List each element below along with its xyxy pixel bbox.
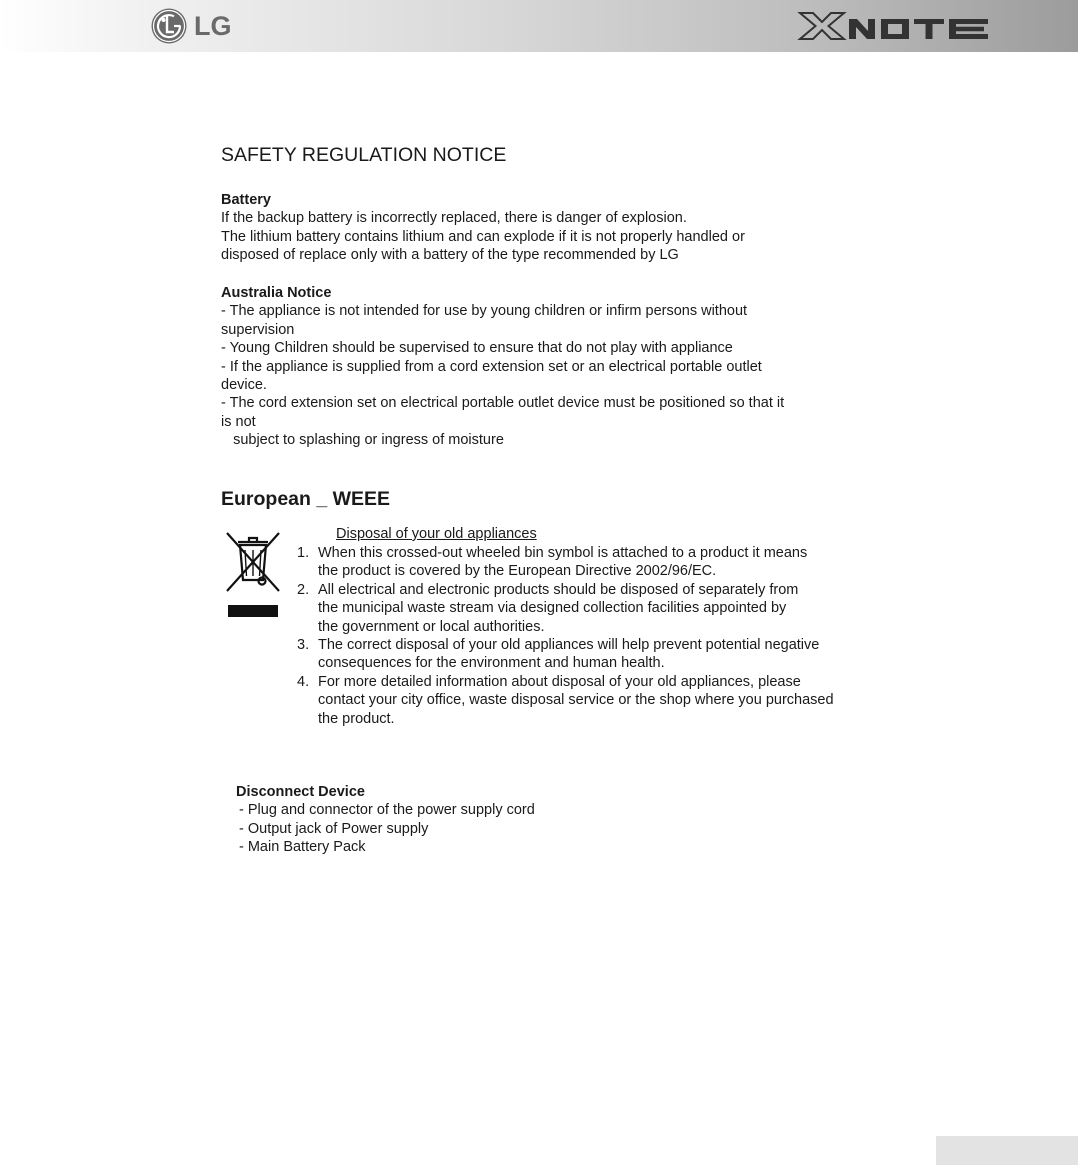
- disposal-heading: Disposal of your old appliances: [336, 526, 537, 542]
- disconnect-item: - Main Battery Pack: [239, 839, 366, 856]
- weee-title: European _ WEEE: [221, 488, 391, 510]
- disconnect-item: - Output jack of Power supply: [239, 820, 429, 837]
- page-header: [0, 0, 1078, 52]
- disconnect-item: - Plug and connector of the power supply cord: [239, 802, 535, 819]
- list-item-line: the product is covered by the European Directive 2002/96/EC.: [318, 563, 717, 580]
- list-item-number: 2.: [297, 581, 310, 598]
- list-item-line: When this crossed-out wheeled bin symbol is attached to a product it means: [318, 545, 808, 561]
- disconnect-section: [236, 783, 535, 857]
- list-item: [297, 673, 834, 728]
- lg-logo: [150, 6, 232, 46]
- disposal-list: [297, 544, 834, 728]
- lg-face-icon: [150, 7, 188, 45]
- lg-wordmark: LG: [194, 10, 232, 41]
- page-corner-tab: [936, 1136, 1078, 1165]
- list-item-number: 4.: [297, 673, 310, 690]
- list-item-number: 1.: [297, 545, 310, 561]
- list-item-line: For more detailed information about disposal of your old appliances, please: [318, 673, 801, 690]
- weee-bar-icon: [228, 605, 278, 617]
- list-item-line: consequences for the environment and human health.: [318, 655, 665, 672]
- xnote-logo: [797, 10, 991, 42]
- australia-line: - The cord extension set on electrical portable outlet device must be positioned so that it: [221, 395, 785, 412]
- australia-heading: Australia Notice: [221, 285, 332, 301]
- list-item-line: the government or local authorities.: [318, 618, 545, 635]
- page-title: SAFETY REGULATION NOTICE: [221, 144, 507, 166]
- australia-line: - Young Children should be supervised to ensure that do not play with appliance: [221, 340, 733, 357]
- list-item-line: the product.: [318, 710, 395, 727]
- battery-heading: Battery: [221, 192, 271, 208]
- disconnect-heading: Disconnect Device: [236, 784, 365, 800]
- australia-line: - If the appliance is supplied from a cord extension set or an electrical portable outlet: [221, 358, 762, 375]
- list-item-line: All electrical and electronic products should be disposed of separately from: [318, 581, 799, 598]
- list-item-line: contact your city office, waste disposal service or the shop where you purchased: [318, 692, 834, 709]
- xnote-wordmark-icon: [797, 10, 991, 42]
- battery-line: The lithium battery contains lithium and can explode if it is not properly handled or: [221, 228, 745, 245]
- australia-line: supervision: [221, 321, 295, 338]
- battery-section: [221, 191, 745, 265]
- battery-line: disposed of replace only with a battery of the type recommended by LG: [221, 247, 679, 264]
- australia-line: device.: [221, 377, 267, 394]
- battery-line: If the backup battery is incorrectly replaced, there is danger of explosion.: [221, 210, 687, 227]
- list-item-number: 3.: [297, 637, 310, 654]
- australia-line: - The appliance is not intended for use by young children or infirm persons without: [221, 303, 748, 320]
- list-item-line: The correct disposal of your old appliances will help prevent potential negative: [318, 637, 820, 654]
- crossed-out-wheeled-bin-icon: [224, 530, 282, 599]
- list-item: [297, 636, 834, 673]
- australia-line: is not: [221, 413, 256, 430]
- list-item: [297, 581, 834, 636]
- list-item: [297, 544, 834, 581]
- list-item-line: the municipal waste stream via designed collection facilities appointed by: [318, 600, 787, 617]
- australia-line: subject to splashing or ingress of moisture: [221, 432, 504, 449]
- australia-section: [221, 284, 784, 450]
